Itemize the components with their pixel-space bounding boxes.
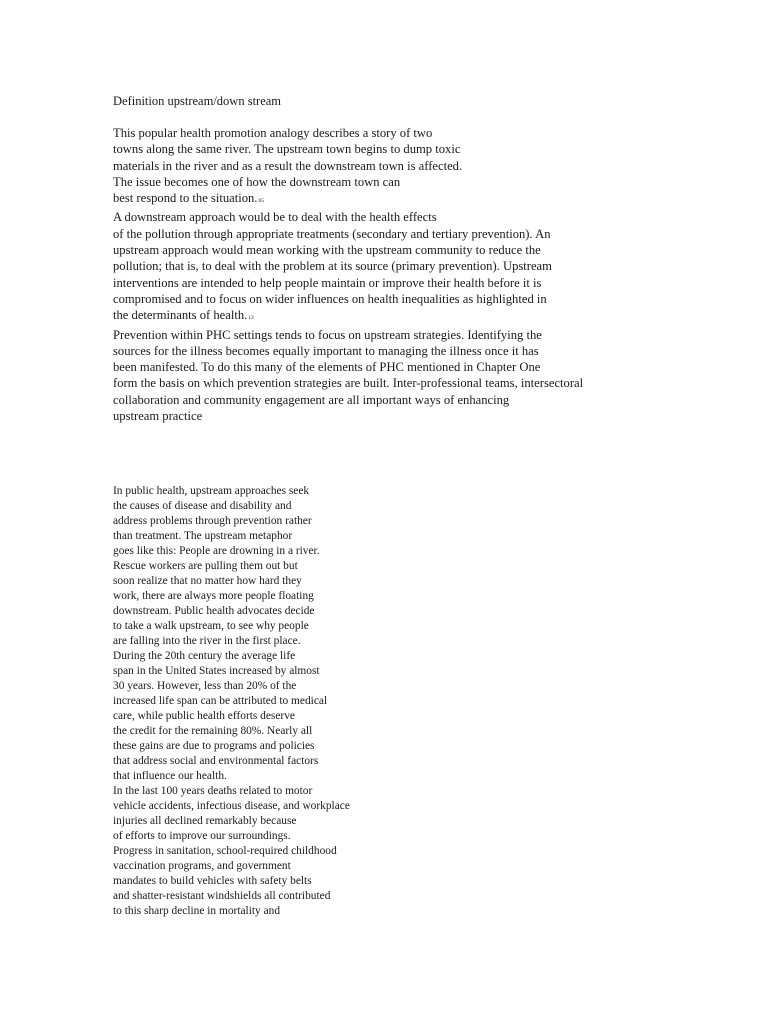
text-line (113, 291, 583, 307)
text-line: During the 20th century the average life (113, 650, 296, 662)
text-line (113, 141, 583, 157)
text-line: span in the United States increased by almost (113, 665, 320, 677)
text-line: that address social and environmental factors (113, 755, 319, 767)
text-line (113, 209, 583, 225)
text-line (113, 359, 583, 375)
text-line (113, 190, 583, 209)
public-health-column (113, 484, 350, 919)
text-line: Rescue workers are pulling them out but (113, 560, 298, 572)
text-line (113, 258, 583, 274)
text-line: the causes of disease and disability and (113, 500, 292, 512)
line-text: been manifested. To do this many of the elements of PHC mentioned in Chapter One (113, 360, 541, 375)
line-text: collaboration and community engagement are all important ways of enhancing (113, 392, 510, 407)
text-line (113, 392, 583, 408)
text-line: are falling into the river in the first place. (113, 635, 301, 647)
line-text: This popular health promotion analogy describes a story of two (113, 126, 433, 140)
text-line: than treatment. The upstream metaphor (113, 530, 293, 542)
text-line: care, while public health efforts deserve (113, 710, 295, 722)
text-line: to take a walk upstream, to see why people (113, 620, 309, 632)
text-line: work, there are always more people floating (113, 590, 314, 602)
text-line (113, 343, 583, 359)
text-line: that influence our health. (113, 770, 227, 782)
text-line: to this sharp decline in mortality and (113, 905, 281, 917)
text-line (113, 307, 583, 326)
section-heading: Definition upstream/down stream (113, 94, 282, 108)
line-text: A downstream approach would be to deal with the health effects (113, 210, 437, 225)
citation-ref: 65 (258, 197, 264, 204)
text-line (113, 275, 583, 291)
line-text: interventions are intended to help people maintain or improve their health before it is (113, 275, 542, 290)
text-line: these gains are due to programs and policies (113, 740, 315, 752)
text-line: the credit for the remaining 80%. Nearly all (113, 725, 313, 737)
text-line (113, 242, 583, 258)
line-text: The issue becomes one of how the downstream town can (113, 174, 401, 189)
text-line: vehicle accidents, infectious disease, and workplace (113, 800, 350, 812)
text-line (113, 375, 583, 391)
text-line (113, 327, 583, 343)
text-line: In public health, upstream approaches seek (113, 485, 310, 497)
text-line: soon realize that no matter how hard they (113, 575, 302, 587)
line-text: upstream approach would mean working with the upstream community to reduce the (113, 243, 541, 258)
text-line (113, 125, 583, 141)
line-text: best respond to the situation. (113, 191, 258, 206)
text-line: vaccination programs, and government (113, 860, 291, 872)
text-line: injuries all declined remarkably because (113, 815, 297, 827)
text-line: In the last 100 years deaths related to motor (113, 785, 313, 797)
text-line (113, 174, 583, 190)
line-text: towns along the same river. The upstream town begins to dump toxic (113, 142, 461, 157)
line-text: materials in the river and as a result the downstream town is affected. (113, 158, 463, 173)
text-line: and shatter-resistant windshields all contributed (113, 890, 331, 902)
line-text: upstream practice (113, 409, 203, 424)
line-text: pollution; that is, to deal with the problem at its source (primary prevention). Upstream (113, 259, 552, 274)
text-line (113, 408, 583, 424)
line-text: sources for the illness becomes equally important to managing the illness once it has (113, 343, 539, 358)
text-line: 30 years. However, less than 20% of the (113, 680, 297, 692)
line-text: of the pollution through appropriate treatments (secondary and tertiary prevention). An (113, 226, 551, 241)
text-line (113, 158, 583, 174)
text-line: goes like this: People are drowning in a river. (113, 545, 320, 557)
line-text: form the basis on which prevention strategies are built. Inter-professional teams, intersectoral (113, 376, 584, 391)
definition-paragraphs (113, 125, 583, 424)
text-line: mandates to build vehicles with safety belts (113, 875, 312, 887)
line-text: the determinants of health. (113, 308, 248, 323)
text-line: of efforts to improve our surroundings. (113, 830, 291, 842)
line-text: Prevention within PHC settings tends to focus on upstream strategies. Identifying the (113, 327, 542, 342)
citation-ref: 12 (248, 314, 254, 321)
text-line: downstream. Public health advocates decide (113, 605, 315, 617)
text-line: increased life span can be attributed to medical (113, 695, 328, 707)
text-line (113, 226, 583, 242)
text-line: Progress in sanitation, school-required childhood (113, 845, 337, 857)
text-line: address problems through prevention rather (113, 515, 312, 527)
line-text: compromised and to focus on wider influences on health inequalities as highlighted in (113, 291, 547, 306)
